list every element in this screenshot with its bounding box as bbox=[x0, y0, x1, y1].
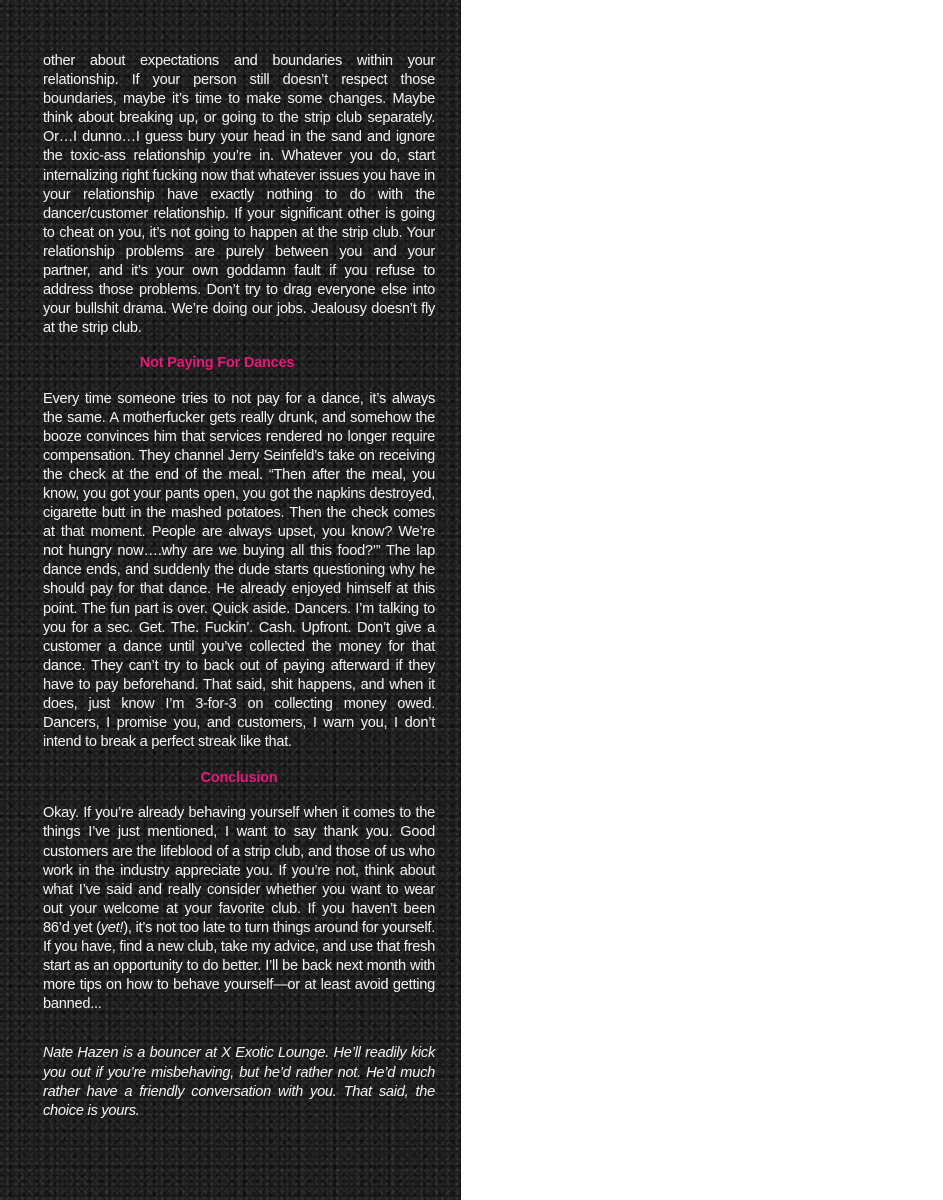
conclusion-text-end: ), it’s not too late to turn things around for yourself. If you have, find a new club, take my advice, and use that fresh start as an opportunity to do better. I’ll be back next month with more tips on how to behave yourself—or at least avoid getting banned... bbox=[43, 919, 435, 1013]
conclusion-emphasis: yet! bbox=[100, 919, 124, 936]
section-heading-conclusion: Conclusion bbox=[200, 770, 278, 787]
article-body bbox=[43, 52, 435, 1121]
not-paying-paragraph: Every time someone tries to not pay for a dance, it’s always the same. A motherfucker gets really drunk, and somehow the booze convinces him that services rendered no longer require compensation. They channel Jerry Seinfeld’s take on receiving the check at the end of the meal. “Then after the meal, you know, you got your pants open, you got the napkins destroyed, cigarette butt in the mashed potatoes. Then the check comes at that moment. People are always upset, you know? We’re not hungry now….why are we buying all this food?’” The lap dance ends, and suddenly the dude starts questioning why he should pay for that dance. He already enjoyed himself at this point. The fun part is over. Quick aside. Dancers. I’m talking to you for a sec. Get. The. Fuckin’. Cash. Upfront. Don’t give a customer a dance until you’ve collected the money for that dance. They can’t try to back out of paying afterward if they have to pay beforehand. That said, shit happens, and when it does, just know I’m 3-for-3 on collecting money owed. Dancers, I promise you, and customers, I warn you, I don’t intend to break a perfect streak like that. bbox=[43, 390, 435, 751]
section-heading-not-paying: Not Paying For Dances bbox=[139, 355, 295, 372]
conclusion-paragraph bbox=[43, 804, 435, 1014]
conclusion-text-start: Okay. If you’re already behaving yourself when it comes to the things I’ve just mentioned, I want to say thank you. Good customers are the lifeblood of a strip club, and those of us who work in the industry appreciate you. If you’re not, think about what I’ve said and really consider whether you want to wear out your welcome at your favorite club. If you haven’t been 86’d yet ( bbox=[43, 805, 435, 936]
article-column bbox=[0, 0, 461, 1200]
intro-paragraph: other about expectations and boundaries within your relationship. If your person still doesn’t respect those boundaries, maybe it’s time to make some changes. Maybe think about breaking up, or going to the strip club separately. Or…I dunno…I guess bury your head in the sand and ignore the toxic-ass relationship you’re in. Whatever you do, start internalizing right fucking now that whatever issues you have in your relationship have exactly nothing to do with the dancer/customer relationship. If your significant other is going to cheat on you, it’s not going to happen at the strip club. Your relationship problems are purely between you and your partner, and it’s your own goddamn fault if you refuse to address those problems. Don’t try to drag everyone else into your bullshit drama. We’re doing our jobs. Jealousy doesn’t fly at the strip club. bbox=[43, 53, 435, 337]
author-bio: Nate Hazen is a bouncer at X Exotic Lounge. He’ll readily kick you out if you’re misbehaving, but he’d rather not. He’d much rather have a friendly conversation with you. That said, the choice is yours. bbox=[43, 1045, 435, 1119]
bio-spacer bbox=[43, 1014, 435, 1044]
